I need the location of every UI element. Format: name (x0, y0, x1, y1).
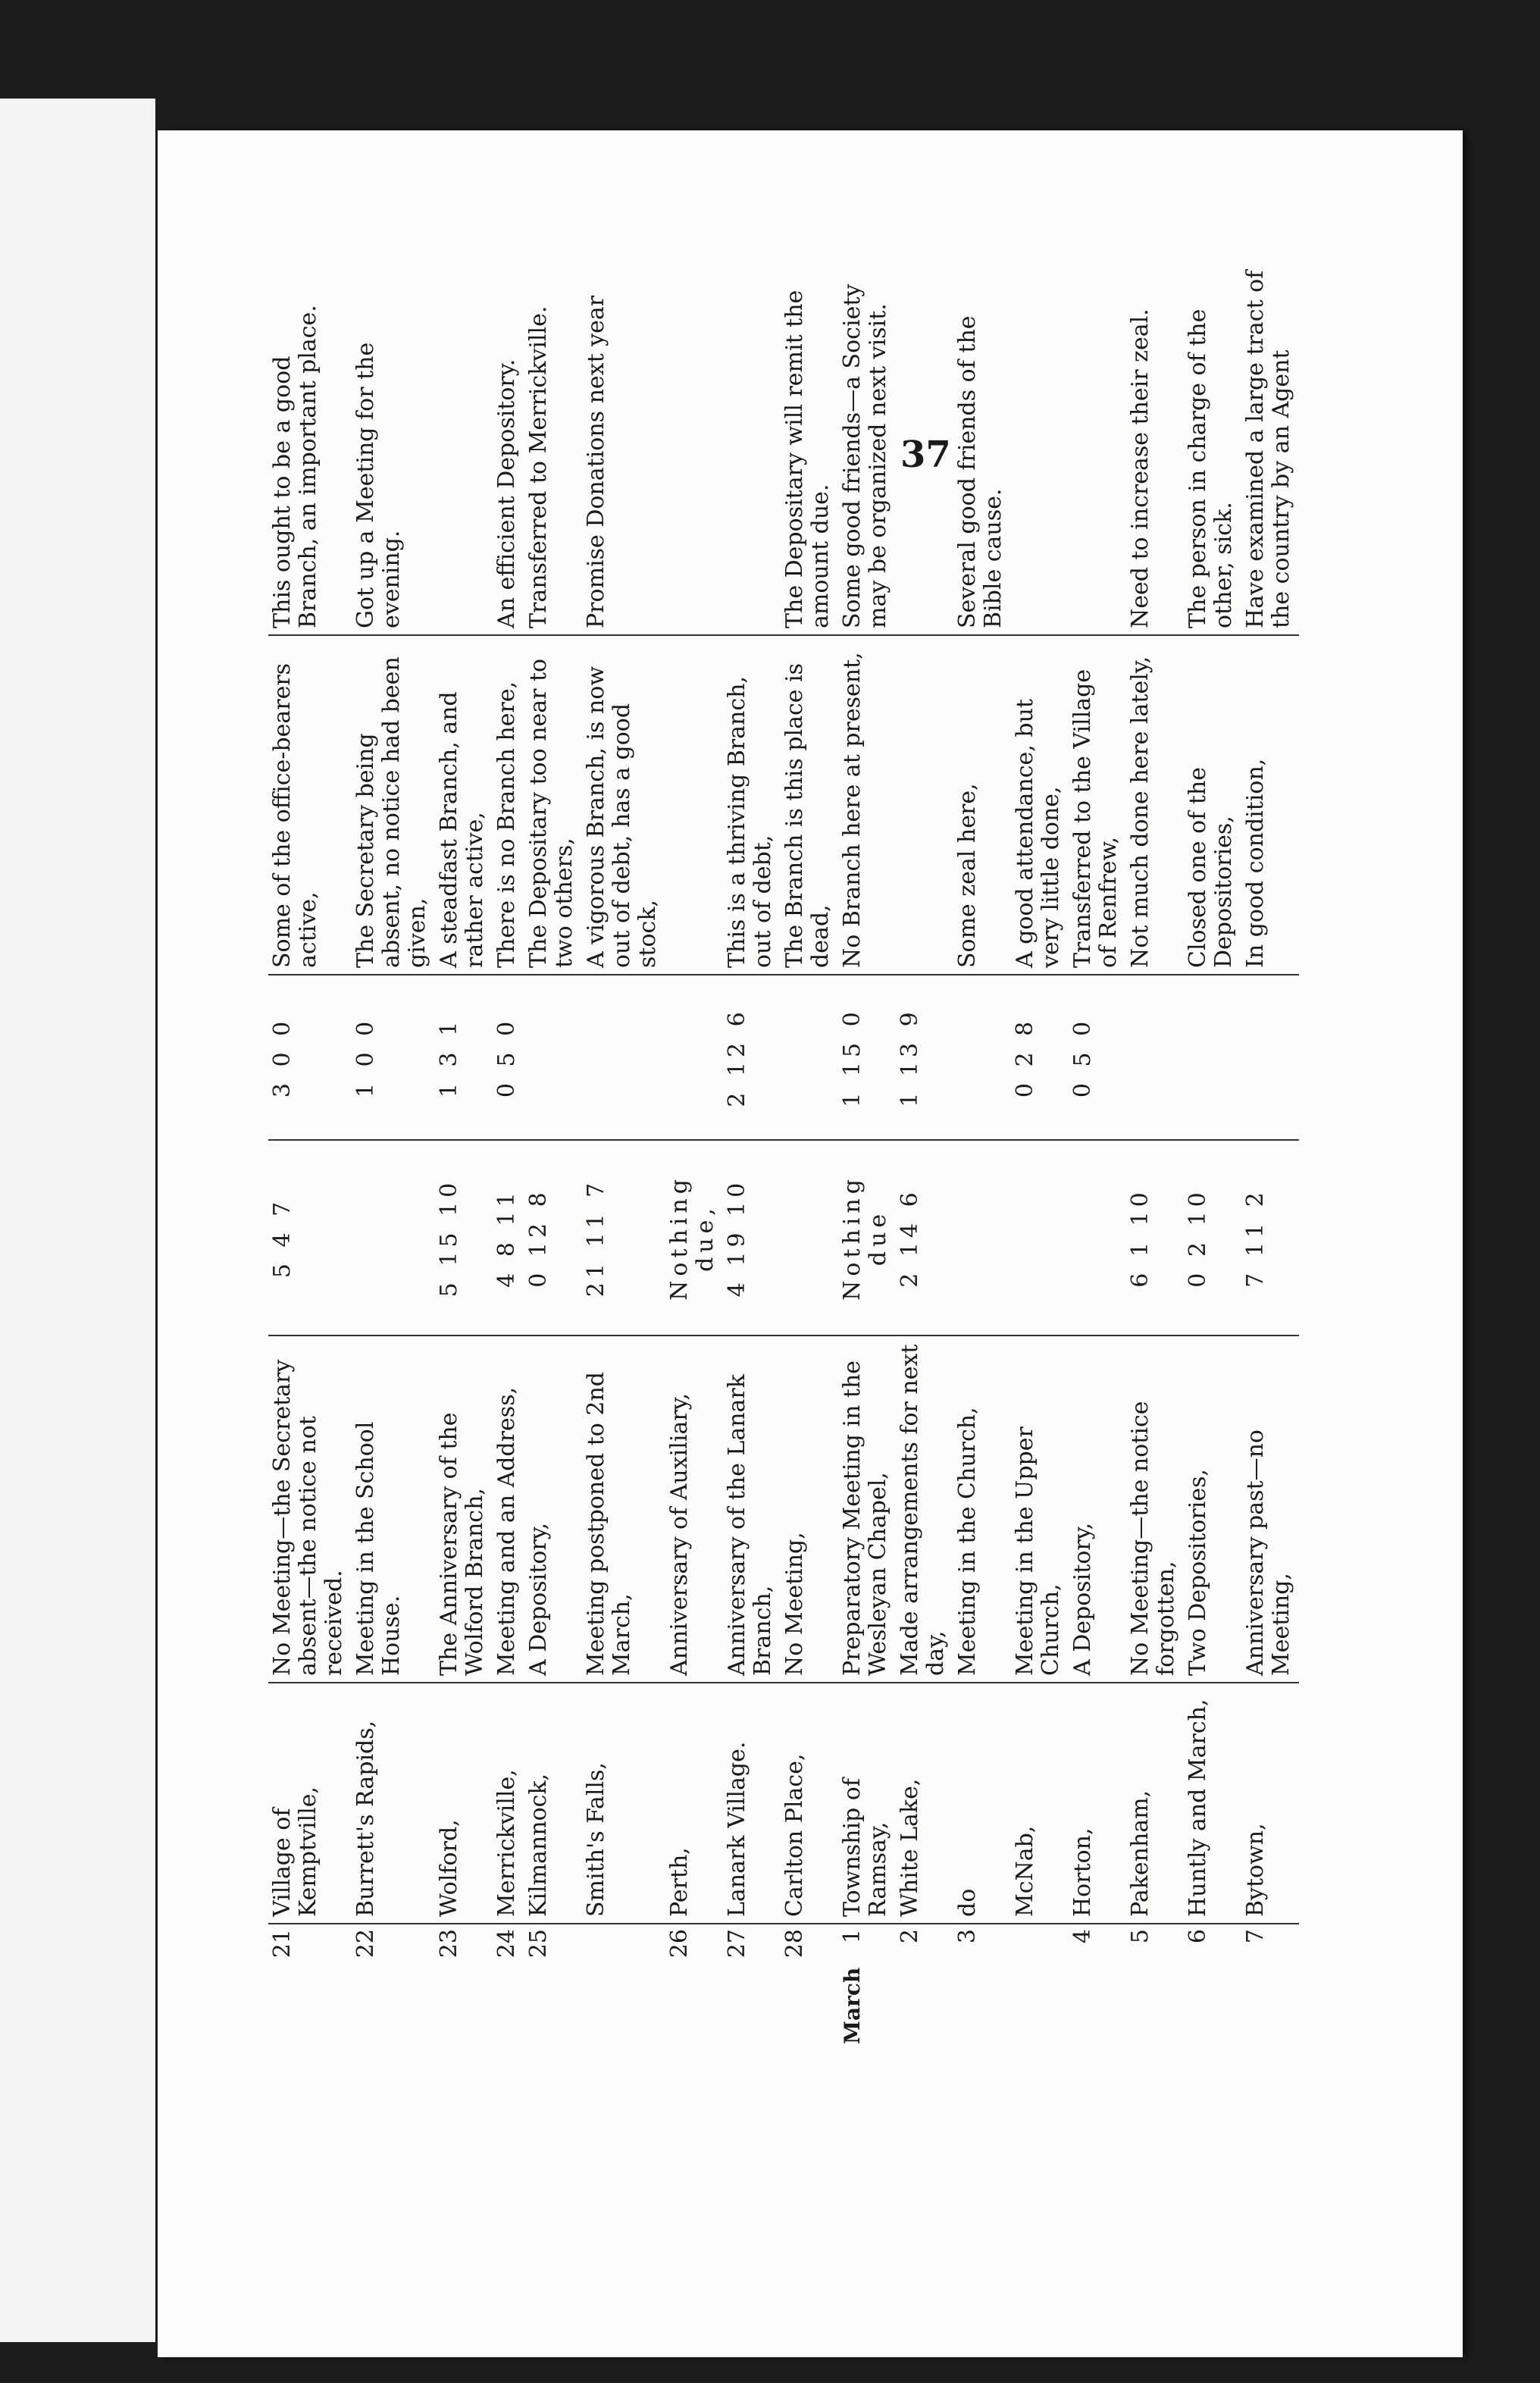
row-remitted (1126, 975, 1184, 1140)
row-remitted (665, 975, 723, 1140)
row-month (582, 1970, 665, 2050)
row-month (1069, 1970, 1126, 2050)
row-place: Kilmannock, (524, 1683, 582, 1924)
row-place: Carlton Place, (781, 1683, 838, 1924)
row-meeting: No Meeting—the Secretary absent—the notice not received. (268, 1336, 352, 1683)
row-state: Some of the office-bearers active, (268, 635, 352, 975)
table-row (1011, 255, 1069, 2050)
row-month (781, 1970, 838, 2050)
row-place: do (953, 1683, 1011, 1924)
table-row (1126, 255, 1184, 2050)
row-observations (665, 255, 723, 635)
row-state: A good attendance, but very little done, (1011, 635, 1069, 975)
table-row (435, 255, 493, 2050)
row-month (1126, 1970, 1184, 2050)
row-collection (1069, 1140, 1126, 1336)
row-day (1011, 1924, 1069, 1970)
row-day: 3 (954, 1929, 981, 1944)
row-remitted: 3 0 0 (268, 975, 352, 1140)
row-month (723, 1970, 781, 2050)
row-remitted: 0 5 0 (493, 975, 524, 1140)
row-day: 22 (352, 1929, 379, 1959)
row-place: White Lake, (896, 1683, 953, 1924)
row-collection: 0 12 8 (524, 1140, 582, 1336)
table-row (781, 255, 838, 2050)
table-row (953, 255, 1011, 2050)
row-collection: 21 11 7 (582, 1140, 665, 1336)
row-collection (352, 1140, 435, 1336)
row-remitted (1241, 975, 1299, 1140)
row-month (896, 1970, 953, 2050)
table-row (1069, 255, 1126, 2050)
row-place: Township of Ramsay, (838, 1683, 896, 1924)
row-state: Some zeal here, (953, 635, 1011, 975)
row-observations: This ought to be a good Branch, an important place. (268, 255, 352, 635)
row-day: 4 (1069, 1929, 1096, 1944)
row-place: Perth, (665, 1683, 723, 1924)
row-place: Bytown, (1241, 1683, 1299, 1924)
row-collection: 0 2 10 (1184, 1140, 1241, 1336)
row-meeting: Meeting in the Upper Church, (1011, 1336, 1069, 1683)
row-place: Burrett's Rapids, (352, 1683, 435, 1924)
row-month (493, 1970, 524, 2050)
row-meeting: Made arrangements for next day, (896, 1336, 953, 1683)
row-day: 27 (724, 1929, 750, 1959)
row-state: The Depositary too near to two others, (524, 635, 582, 975)
table-row (896, 255, 953, 2050)
row-meeting: The Anniversary of the Wolford Branch, (435, 1336, 493, 1683)
row-state: The Secretary being absent, no notice had been given, (352, 635, 435, 975)
table-row (723, 255, 781, 2050)
row-meeting: Two Depositories, (1184, 1336, 1241, 1683)
row-state: There is no Branch here, (493, 635, 524, 975)
row-day: 1 (839, 1929, 865, 1944)
table-row (1241, 255, 1299, 2050)
row-meeting: Meeting in the School House. (352, 1336, 435, 1683)
row-collection: Nothing due, (665, 1140, 723, 1336)
row-meeting: A Depository, (524, 1336, 582, 1683)
row-remitted: 0 2 8 (1011, 975, 1069, 1140)
page-number: 37 (900, 434, 951, 476)
row-collection (781, 1140, 838, 1336)
row-collection: 7 11 2 (1241, 1140, 1299, 1336)
row-observations: Several good friends of the Bible cause. (953, 255, 1011, 635)
row-observations (896, 255, 953, 635)
row-state: The Branch is this place is dead, (781, 635, 838, 975)
row-month: March (840, 1967, 865, 2044)
row-day: 26 (666, 1929, 693, 1959)
row-state: This is a thriving Branch, out of debt, (723, 635, 781, 975)
row-meeting: Meeting and an Address, (493, 1336, 524, 1683)
row-collection: 6 1 10 (1126, 1140, 1184, 1336)
row-state (665, 635, 723, 975)
row-state: In good condition, (1241, 635, 1299, 975)
row-remitted (1184, 975, 1241, 1140)
row-month (665, 1970, 723, 2050)
row-day: 21 (269, 1929, 296, 1959)
row-remitted: 1 3 1 (435, 975, 493, 1140)
row-day: 6 (1185, 1929, 1211, 1944)
row-observations: Promise Donations next year (582, 255, 665, 635)
table-row (665, 255, 723, 2050)
row-day (582, 1924, 665, 1970)
row-collection: 2 14 6 (896, 1140, 953, 1336)
row-observations: The person in charge of the other, sick. (1184, 255, 1241, 635)
row-collection: 4 8 11 (493, 1140, 524, 1336)
row-place: Horton, (1069, 1683, 1126, 1924)
table-row (524, 255, 582, 2050)
row-meeting: No Meeting, (781, 1336, 838, 1683)
row-place: Lanark Village. (723, 1683, 781, 1924)
row-state: A vigorous Branch, is now out of debt, has a good stock, (582, 635, 665, 975)
row-place: Wolford, (435, 1683, 493, 1924)
row-day: 24 (493, 1929, 520, 1959)
row-state: Not much done here lately, (1126, 635, 1184, 975)
row-observations: Some good friends—a Society may be organized next visit. (838, 255, 896, 635)
row-collection: Nothing due (838, 1140, 896, 1336)
row-month (435, 1970, 493, 2050)
row-observations: Transferred to Merrickville. (524, 255, 582, 635)
row-state: Transferred to the Village of Renfrew, (1069, 635, 1126, 975)
row-remitted: 2 12 6 (723, 975, 781, 1140)
row-day: 25 (525, 1929, 552, 1959)
row-meeting: Anniversary of Auxiliary, (665, 1336, 723, 1683)
row-meeting: No Meeting—the notice forgotten, (1126, 1336, 1184, 1683)
row-collection: 5 15 10 (435, 1140, 493, 1336)
row-day: 2 (897, 1929, 923, 1944)
row-observations: Have examined a large tract of the country by an Agent (1241, 255, 1299, 635)
row-state: No Branch here at present, (838, 635, 896, 975)
row-state: Closed one of the Depositories, (1184, 635, 1241, 975)
row-observations (435, 255, 493, 635)
row-place: Village of Kemptville, (268, 1683, 352, 1924)
row-place: McNab, (1011, 1683, 1069, 1924)
row-observations (723, 255, 781, 635)
row-remitted (582, 975, 665, 1140)
row-day: 5 (1127, 1929, 1153, 1944)
row-collection (1011, 1140, 1069, 1336)
row-month (1011, 1970, 1069, 2050)
row-observations: The Depositary will remit the amount due. (781, 255, 838, 635)
row-month (1184, 1970, 1241, 2050)
row-month (1241, 1970, 1299, 2050)
row-observations: Got up a Meeting for the evening. (352, 255, 435, 635)
row-day: 7 (1242, 1929, 1269, 1944)
table-row (1184, 255, 1241, 2050)
row-observations: Need to increase their zeal. (1126, 255, 1184, 635)
row-remitted (781, 975, 838, 1140)
row-state: A steadfast Branch, and rather active, (435, 635, 493, 975)
table-row (582, 255, 665, 2050)
row-remitted (524, 975, 582, 1140)
report-table-rotated (268, 270, 1294, 2050)
row-month (352, 1970, 435, 2050)
row-observations (1069, 255, 1126, 635)
row-meeting: Preparatory Meeting in the Wesleyan Chapel, (838, 1336, 896, 1683)
row-meeting: Meeting postponed to 2nd March, (582, 1336, 665, 1683)
row-meeting: Meeting in the Church, (953, 1336, 1011, 1683)
row-collection: 5 4 7 (268, 1140, 352, 1336)
table-row (493, 255, 524, 2050)
report-table (268, 255, 1299, 2050)
row-place: Pakenham, (1126, 1683, 1184, 1924)
table-row (352, 255, 435, 2050)
row-collection: 4 19 10 (723, 1140, 781, 1336)
facing-page-edge (0, 99, 155, 2342)
row-remitted: 1 15 0 (838, 975, 896, 1140)
row-collection (953, 1140, 1011, 1336)
row-meeting: Anniversary of the Lanark Branch, (723, 1336, 781, 1683)
row-remitted: 1 13 9 (896, 975, 953, 1140)
row-observations: An efficient Depository. (493, 255, 524, 635)
row-remitted: 1 0 0 (352, 975, 435, 1140)
row-day: 28 (781, 1929, 808, 1959)
row-meeting: A Depository, (1069, 1336, 1126, 1683)
row-place: Huntly and March, (1184, 1683, 1241, 1924)
table-row (838, 255, 896, 2050)
row-place: Smith's Falls, (582, 1683, 665, 1924)
row-month (268, 1970, 352, 2050)
row-month (524, 1970, 582, 2050)
row-place: Merrickville, (493, 1683, 524, 1924)
row-day: 23 (436, 1929, 462, 1959)
row-state (896, 635, 953, 975)
row-remitted: 0 5 0 (1069, 975, 1126, 1140)
row-month (953, 1970, 1011, 2050)
row-remitted (953, 975, 1011, 1140)
row-observations (1011, 255, 1069, 635)
table-row (268, 255, 352, 2050)
row-meeting: Anniversary past—no Meeting, (1241, 1336, 1299, 1683)
